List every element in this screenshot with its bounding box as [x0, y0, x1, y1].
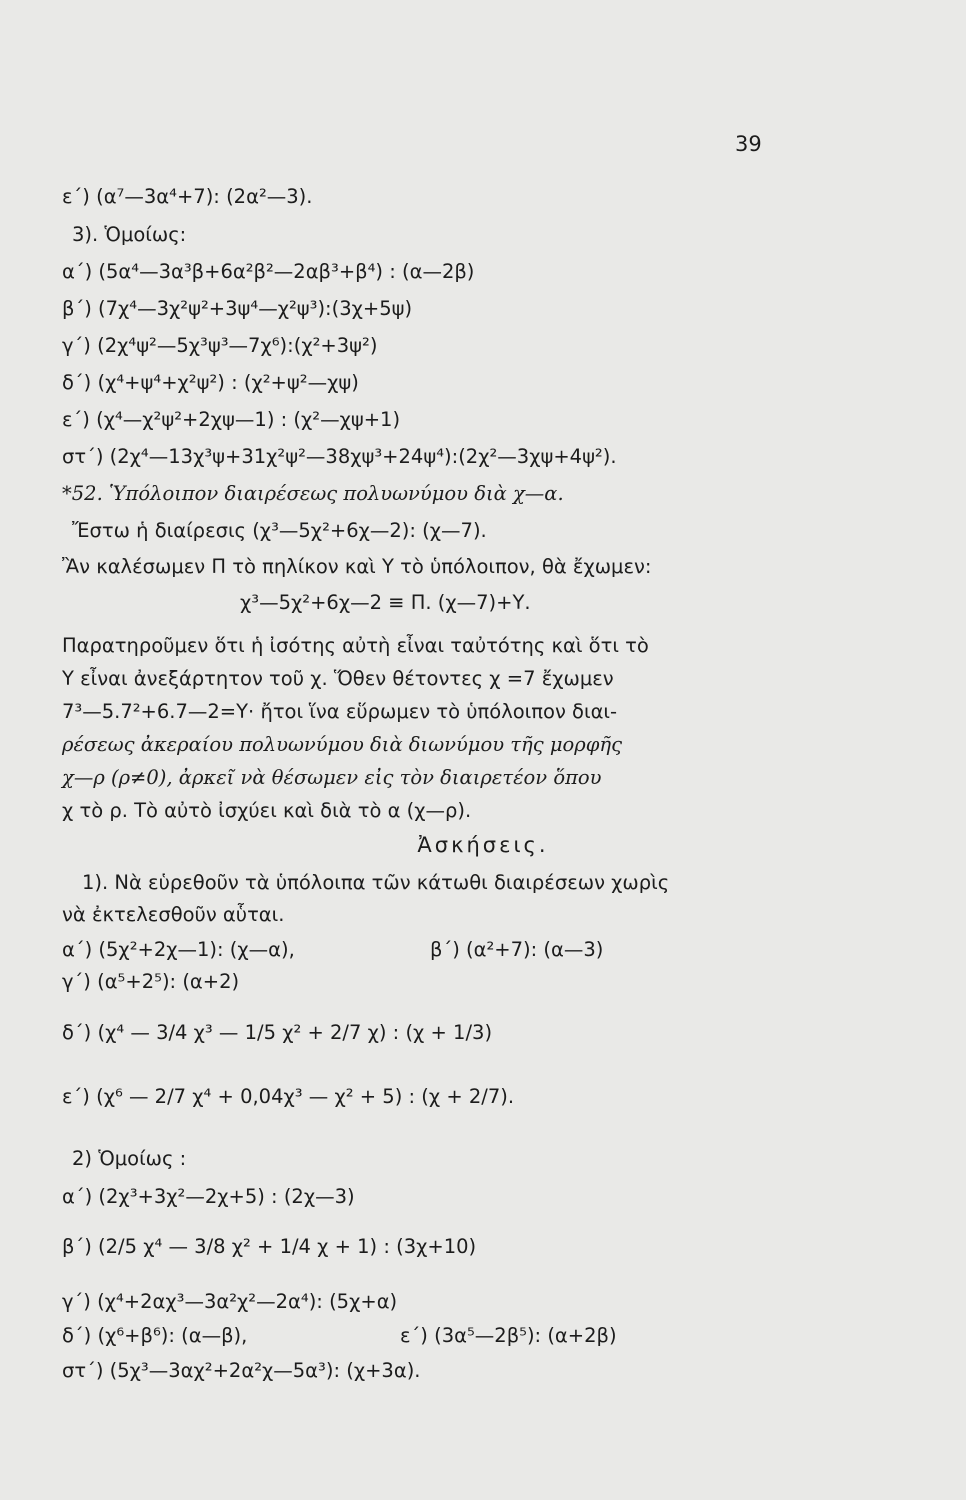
exercise-item: α΄) (5χ²+2χ—1): (χ—α),: [62, 938, 295, 961]
text-line: ε΄) (α⁷—3α⁴+7): (2α²—3).: [62, 185, 313, 208]
exercise-item: δ΄) (χ⁴ — 3/4 χ³ — 1/5 χ² + 2/7 χ) : (χ + 1/3): [62, 1021, 493, 1044]
text-line: β΄) (7χ⁴—3χ²ψ²+3ψ⁴—χ²ψ³):(3χ+5ψ): [62, 297, 413, 320]
exercise-item: γ΄) (χ⁴+2αχ³—3α²χ²—2α⁴): (5χ+α): [62, 1290, 398, 1313]
text-line: 1). Νὰ εὑρεθοῦν τὰ ὑπόλοιπα τῶν κάτωθι διαιρέσεων χωρὶς: [82, 871, 670, 894]
exercise-item: α΄) (2χ³+3χ²—2χ+5) : (2χ—3): [62, 1185, 355, 1208]
exercise-item: ε΄) (χ⁶ — 2/7 χ⁴ + 0,04χ³ — χ² + 5) : (χ + 2/7).: [62, 1085, 515, 1108]
text-line: δ΄) (χ⁴+ψ⁴+χ²ψ²) : (χ²+ψ²—χψ): [62, 371, 359, 394]
exercise-item: ε΄) (3α⁵—2β⁵): (α+2β): [400, 1324, 617, 1347]
text-line: 2) Ὁμοίως :: [72, 1147, 187, 1170]
exercise-item: β΄) (α²+7): (α—3): [430, 938, 604, 961]
text-line: 7³—5.7²+6.7—2=Υ· ἤτοι ἵνα εὕρωμεν τὸ ὑπόλοιπον διαι-: [62, 700, 618, 723]
text-line: ε΄) (χ⁴—χ²ψ²+2χψ—1) : (χ²—χψ+1): [62, 408, 401, 431]
text-line: ρέσεως ἀκεραίου πολυωνύμου διὰ διωνύμου τῆς μορφῆς: [62, 733, 622, 756]
text-line: Παρατηροῦμεν ὅτι ἡ ἰσότης αὐτὴ εἶναι ταὐτότης καὶ ὅτι τὸ: [62, 634, 649, 657]
text-line: χ τὸ ρ. Τὸ αὐτὸ ἰσχύει καὶ διὰ τὸ α (χ—ρ).: [62, 799, 472, 822]
text-line: Υ εἶναι ἀνεξάρτητον τοῦ χ. Ὅθεν θέτοντες χ =7 ἔχωμεν: [62, 667, 614, 690]
exercise-item: στ΄) (5χ³—3αχ²+2α²χ—5α³): (χ+3α).: [62, 1359, 421, 1382]
text-line: Ἂν καλέσωμεν Π τὸ πηλίκον καὶ Υ τὸ ὑπόλοιπον, θὰ ἔχωμεν:: [62, 555, 652, 578]
exercise-item: β΄) (2/5 χ⁴ — 3/8 χ² + 1/4 χ + 1) : (3χ+10): [62, 1235, 477, 1258]
exercises-heading: Ἀσκήσεις.: [417, 833, 549, 857]
identity-line: χ³—5χ²+6χ—2 ≡ Π. (χ—7)+Υ.: [240, 591, 531, 614]
text-line: νὰ ἐκτελεσθοῦν αὗται.: [62, 903, 285, 926]
text-line: Ἔστω ἡ διαίρεσις (χ³—5χ²+6χ—2): (χ—7).: [72, 519, 487, 542]
exercise-item: δ΄) (χ⁶+β⁶): (α—β),: [62, 1324, 248, 1347]
exercise-item: γ΄) (α⁵+2⁵): (α+2): [62, 970, 240, 993]
text-line: α΄) (5α⁴—3α³β+6α²β²—2αβ³+β⁴) : (α—2β): [62, 260, 475, 283]
page-number: 39: [735, 132, 762, 156]
text-line: 3). Ὁμοίως:: [72, 223, 187, 246]
text-line: στ΄) (2χ⁴—13χ³ψ+31χ²ψ²—38χψ³+24ψ⁴):(2χ²—3χψ+4ψ²).: [62, 445, 617, 468]
section-heading: *52. Ὑπόλοιπον διαιρέσεως πολυωνύμου διὰ χ—α.: [62, 482, 564, 505]
text-line: χ—ρ (ρ≠0), ἀρκεῖ νὰ θέσωμεν εἰς τὸν διαιρετέον ὅπου: [62, 766, 602, 789]
text-line: γ΄) (2χ⁴ψ²—5χ³ψ³—7χ⁶):(χ²+3ψ²): [62, 334, 378, 357]
